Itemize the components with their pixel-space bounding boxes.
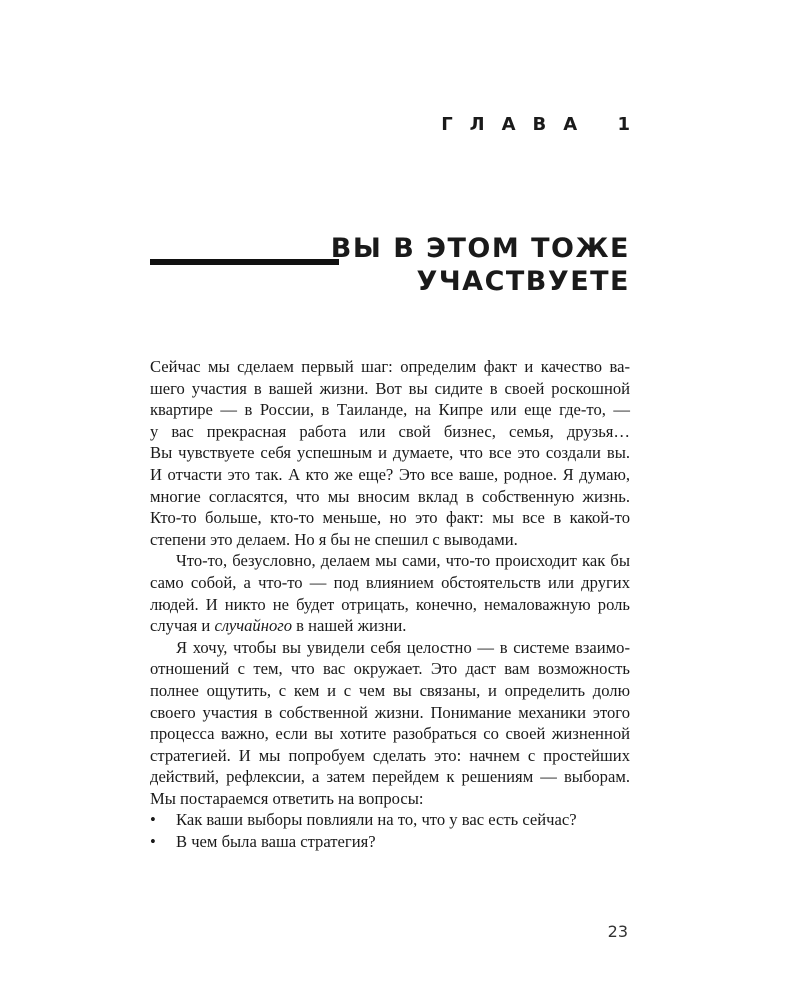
chapter-title xyxy=(331,232,630,298)
list-item-text: В чем была ваша стратегия? xyxy=(176,832,376,852)
emphasis-text: случайного xyxy=(214,616,293,636)
paragraph-3 xyxy=(150,637,630,810)
text-line: полнее ощутить, с кем и с чем вы связаны, и определить долю xyxy=(150,680,630,700)
paragraph-1 xyxy=(150,356,630,550)
text-line: Я хочу, чтобы вы увидели себя целостно — в системе взаимо- xyxy=(176,637,630,657)
chapter-title-line-2: УЧАСТВУЕТЕ xyxy=(416,266,630,297)
page-number: 23 xyxy=(607,922,628,941)
text-line: шего участия в вашей жизни. Вот вы сидите в своей роскошной xyxy=(150,378,630,398)
text-line: Мы постараемся ответить на вопросы: xyxy=(150,788,424,808)
text-line: многие согласятся, что мы вносим вклад в собственную жизнь. xyxy=(150,486,630,506)
text-segment: случая и xyxy=(150,616,215,636)
text-line: само собой, а что-то — под влиянием обстоятельств или других xyxy=(150,572,630,592)
title-rule xyxy=(150,259,339,265)
text-line: И отчасти это так. А кто же еще? Это все ваше, родное. Я думаю, xyxy=(150,464,630,484)
text-line: людей. И никто не будет отрицать, конечно, немаловажную роль xyxy=(150,594,630,614)
chapter-title-line-1: ВЫ В ЭТОМ ТОЖЕ xyxy=(330,233,630,264)
text-line: своего участия в собственной жизни. Понимание механики этого xyxy=(150,702,630,722)
text-line: у вас прекрасная работа или свой бизнес, семья, друзья… xyxy=(150,421,630,441)
text-segment: в нашей жизни. xyxy=(292,616,407,636)
text-line: стратегией. И мы попробуем сделать это: начнем с простейших xyxy=(150,745,630,765)
text-line: квартире — в России, в Таиланде, на Кипре или еще где-то, — xyxy=(150,400,630,420)
text-line: действий, рефлексии, а затем перейдем к решениям — выборам. xyxy=(150,767,630,787)
text-line: отношений с тем, что вас окружает. Это даст вам возможность xyxy=(150,659,630,679)
bullet-list xyxy=(150,809,630,852)
text-line: Кто-то больше, кто-то меньше, но это факт: мы все в какой-то xyxy=(150,508,630,528)
text-line: Вы чувствуете себя успешным и думаете, что все это создали вы. xyxy=(150,443,630,463)
list-item xyxy=(150,809,630,831)
text-line: процесса важно, если вы хотите разобраться со своей жизненной xyxy=(150,724,630,744)
text-line xyxy=(150,615,630,637)
bullet-icon: • xyxy=(150,810,156,830)
paragraph-2 xyxy=(150,550,630,636)
chapter-label: ГЛАВА 1 xyxy=(441,114,647,135)
body-text xyxy=(150,356,630,853)
list-item-text: Как ваши выборы повлияли на то, что у вас есть сейчас? xyxy=(176,810,577,830)
bullet-icon: • xyxy=(150,832,156,852)
text-line: Сейчас мы сделаем первый шаг: определим факт и качество ва- xyxy=(150,357,630,376)
text-line: степени это делаем. Но я бы не спешил с выводами. xyxy=(150,529,518,549)
list-item xyxy=(150,831,630,853)
text-line: Что-то, безусловно, делаем мы сами, что-то происходит как бы xyxy=(176,551,630,571)
